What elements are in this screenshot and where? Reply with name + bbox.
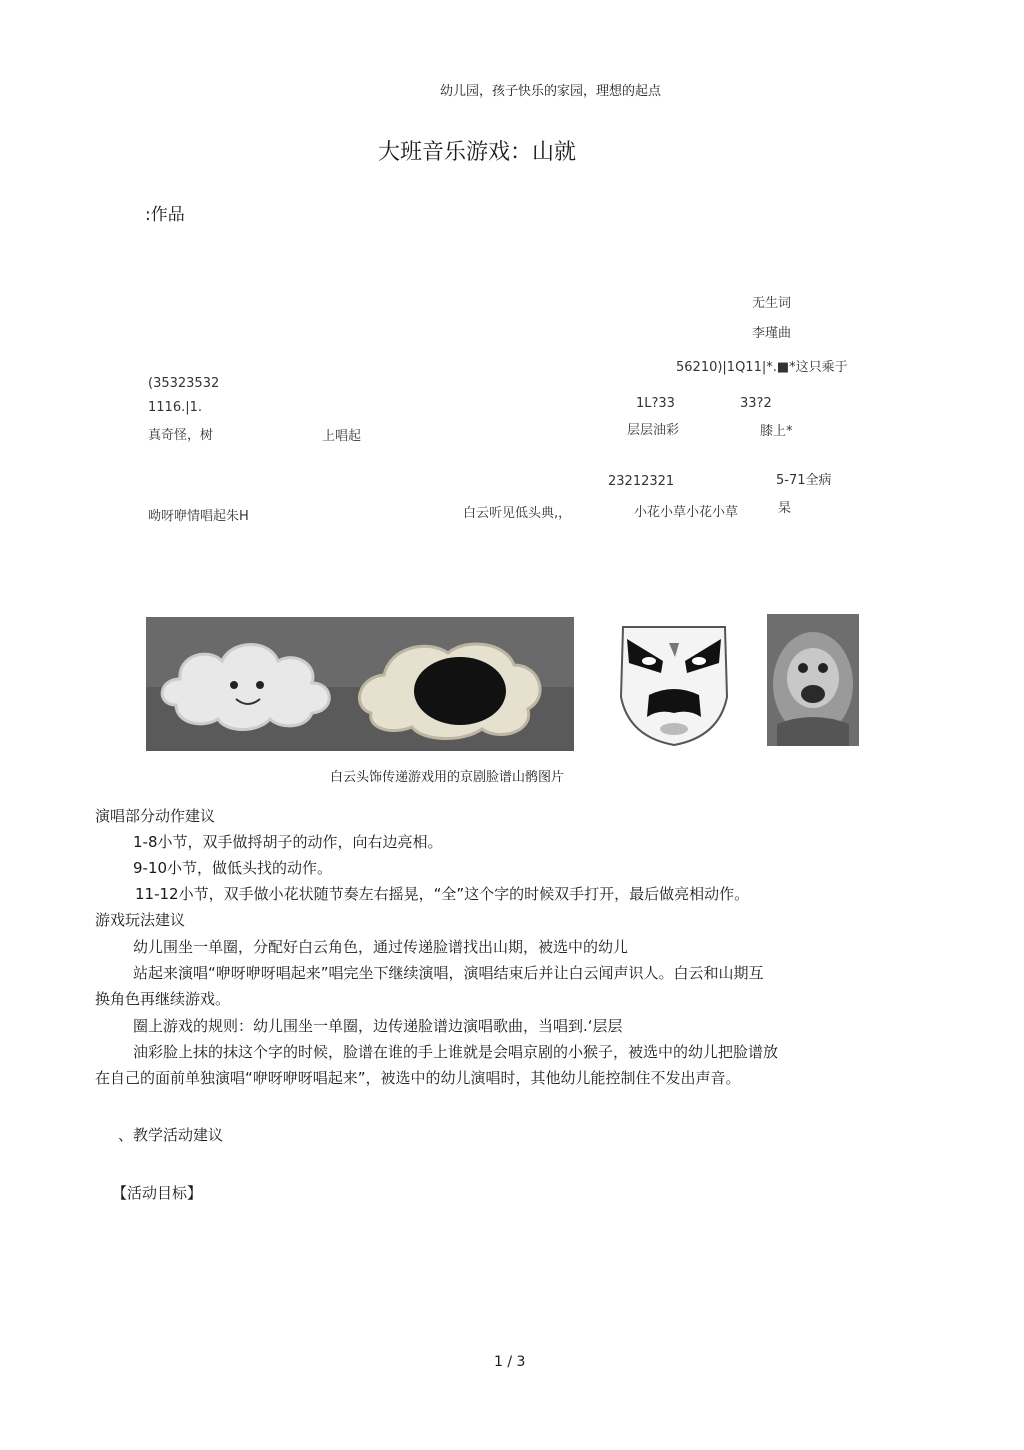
lyric-2-right-a: 小花小草小花小草 [634,505,739,520]
singing-p1: 1-8小节，双手做捋胡子的动作，向右边亮相。 [133,833,443,851]
composer: 李瑾曲 [752,326,792,341]
work-label: :作品 [145,205,185,225]
lyric-1-mid: 上唱起 [322,429,362,444]
game-p1: 幼儿围坐一单圈，分配好白云角色，通过传递脸谱找出山期，被选中的幼儿 [133,938,629,956]
singing-heading: 演唱部分动作建议 [95,807,216,825]
goal-heading: 【活动目标】 [112,1184,203,1202]
game-p2a: 站起来演唱“咿呀咿呀唱起来”唱完坐下继续演唱，演唱结束后并让白云闻声识人。白云和山期互 [133,964,764,982]
page-number: 1 / 3 [494,1354,526,1370]
singing-p2: 9-10小节，做低头找的动作。 [133,859,333,877]
game-p3: 圈上游戏的规则：幼儿围坐一单圈，边传递脸谱边演唱歌曲，当唱到.‘层层 [133,1017,623,1035]
lyric-2-left: 呦呀咿情唱起朱H [148,509,249,524]
lyric-1-left: 真奇怪，树 [148,428,214,443]
score-line-3-right: 33?2 [740,396,772,411]
score-line-4-right: 5-71全病 [776,473,832,488]
score-line-4-mid: 23212321 [608,474,675,489]
cloud-headdress-photo [146,617,574,751]
score-line-3-mid: 1L?33 [636,396,675,411]
game-heading: 游戏玩法建议 [95,911,186,929]
monkey-photo [767,614,859,746]
lyricist: 无生词 [752,296,792,311]
lyric-1-right-b: 膝上* [760,424,793,439]
game-p2b: 换角色再继续游戏。 [95,990,231,1008]
opera-mask-photo [609,617,739,751]
photo-caption: 白云头饰传递游戏用的京剧脸谱山鹘图片 [330,770,565,785]
lyric-2-right-b: 杲 [778,501,792,516]
game-p4a: 油彩脸上抹的抹这个字的时候，脸谱在谁的手上谁就是会唱京剧的小猴子，被选中的幼儿把脸谱放 [133,1043,779,1061]
teaching-heading: 、教学活动建议 [118,1126,224,1144]
score-line-2: (35323532 [148,376,220,391]
header-slogan: 幼儿园，孩子快乐的家园，理想的起点 [440,84,662,99]
page-title: 大班音乐游戏：山就 [378,140,577,165]
singing-p3: 11-12小节，双手做小花状随节奏左右摇晃，“全”这个字的时候双手打开，最后做亮相动作。 [135,885,750,903]
lyric-1-right-a: 层层油彩 [627,423,680,438]
score-line-1: 56210)|1Q11|*.■*这只乘于 [676,360,848,375]
lyric-2-mid: 白云听见低头典,， [463,506,572,521]
score-line-3-left: 1116.|1. [148,400,202,415]
game-p4b: 在自己的面前单独演唱“咿呀咿呀唱起来”，被选中的幼儿演唱时，其他幼儿能控制住不发出声音。 [95,1069,741,1087]
